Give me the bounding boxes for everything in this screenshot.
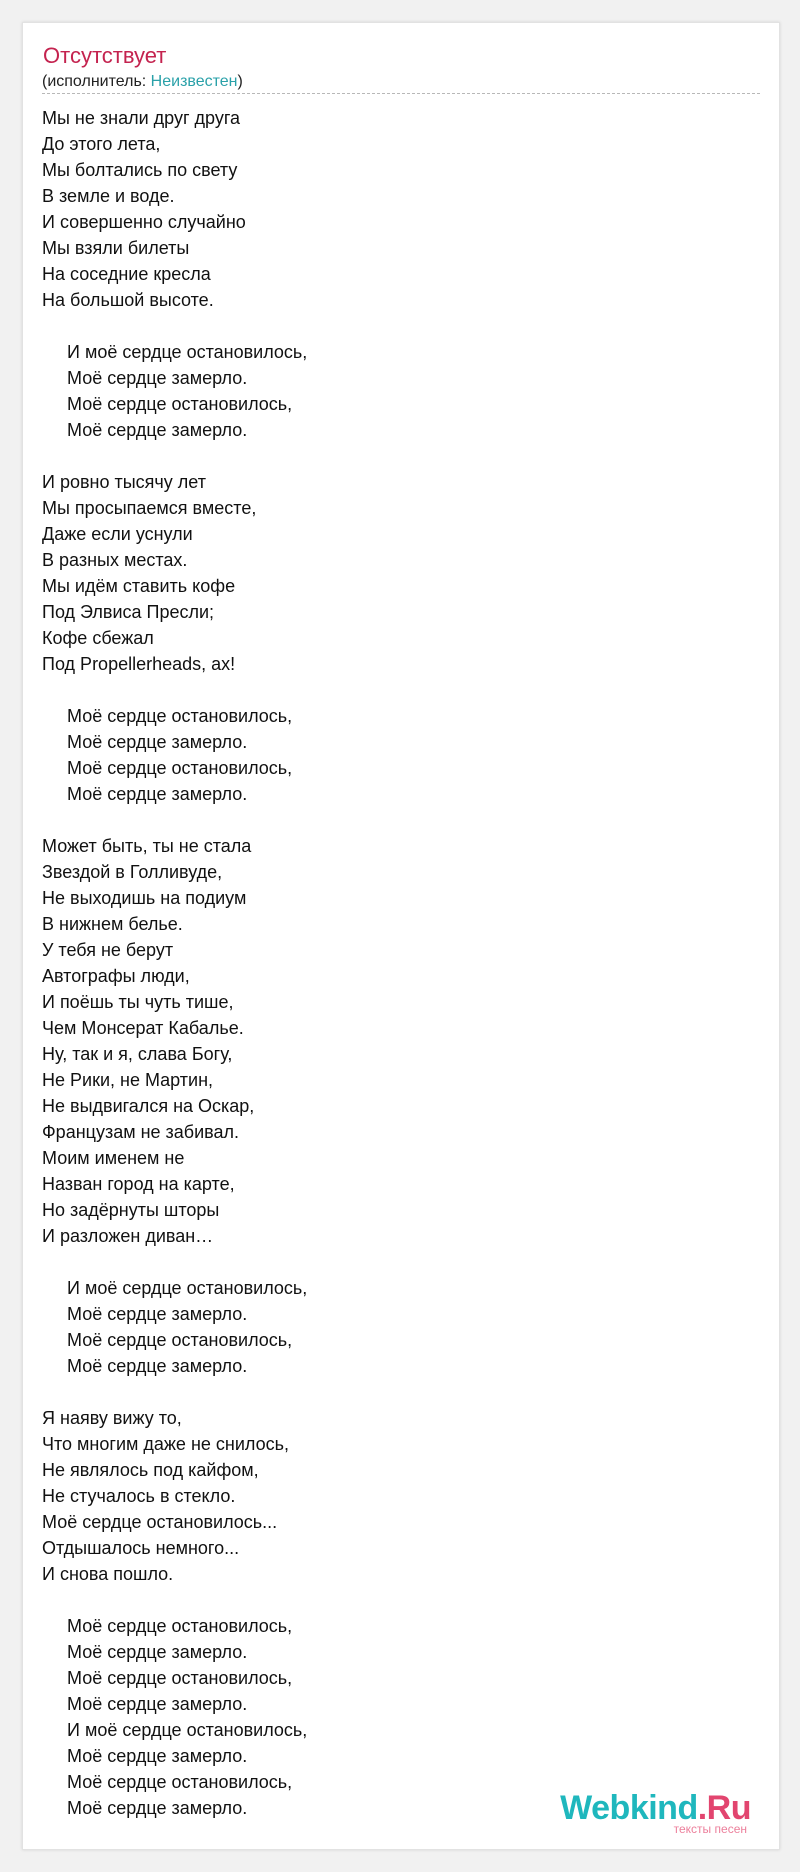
logo-tld-text: .Ru — [697, 1789, 751, 1827]
logo-main-text: Webkind — [560, 1789, 698, 1827]
lyric-line: Мы не знали друг друга — [42, 108, 241, 128]
lyrics-text — [42, 105, 762, 1821]
lyric-line: Моё сердце замерло. — [67, 420, 248, 440]
lyric-line: Я наяву вижу то, — [42, 1408, 182, 1428]
lyric-line: Не стучалось в стекло. — [42, 1486, 236, 1506]
logo-wordmark — [560, 1790, 751, 1826]
lyric-line: Моё сердце замерло. — [67, 1798, 248, 1818]
lyric-line: Мы болтались по свету — [42, 160, 238, 180]
lyric-line: Автографы люди, — [42, 966, 190, 986]
lyric-line: Моё сердце остановилось... — [42, 1512, 278, 1532]
lyric-line: И моё сердце остановилось, — [67, 342, 308, 362]
lyric-line: Отдышалось немного... — [42, 1538, 240, 1558]
lyric-line: В земле и воде. — [42, 186, 175, 206]
lyric-line: И совершенно случайно — [42, 212, 246, 232]
lyric-line: Моё сердце остановилось, — [67, 1668, 293, 1688]
lyric-line: И моё сердце остановилось, — [67, 1278, 308, 1298]
lyric-line: И моё сердце остановилось, — [67, 1720, 308, 1740]
lyric-line: Не Рики, не Мартин, — [42, 1070, 214, 1090]
lyric-line: Не являлось под кайфом, — [42, 1460, 259, 1480]
lyric-line: Моё сердце замерло. — [67, 1304, 248, 1324]
lyric-line: И поёшь ты чуть тише, — [42, 992, 234, 1012]
lyric-line: В нижнем белье. — [42, 914, 183, 934]
lyric-line: У тебя не берут — [42, 940, 174, 960]
lyric-line: В разных местах. — [42, 550, 188, 570]
lyric-blank-line — [42, 443, 762, 469]
lyric-line: Может быть, ты не стала — [42, 836, 252, 856]
lyric-line: Моё сердце остановилось, — [67, 394, 293, 414]
lyric-line: Моё сердце замерло. — [67, 732, 248, 752]
lyric-line: Даже если уснули — [42, 524, 193, 544]
lyric-line: Моё сердце остановилось, — [67, 1772, 293, 1792]
lyric-line: Моё сердце замерло. — [67, 784, 248, 804]
lyric-line: Не выходишь на подиум — [42, 888, 247, 908]
lyric-line: Моё сердце замерло. — [67, 1694, 248, 1714]
lyric-line: До этого лета, — [42, 134, 161, 154]
lyric-line: Мы взяли билеты — [42, 238, 190, 258]
lyric-blank-line — [42, 1379, 762, 1405]
lyric-line: Чем Монсерат Кабалье. — [42, 1018, 244, 1038]
lyric-line: Не выдвигался на Оскар, — [42, 1096, 255, 1116]
lyric-line: Ну, так и я, слава Богу, — [42, 1044, 233, 1064]
lyrics-card — [22, 22, 780, 1850]
artist-suffix: ) — [237, 73, 243, 90]
lyric-line: На большой высоте. — [42, 290, 214, 310]
lyric-blank-line — [42, 313, 762, 339]
header-divider — [42, 93, 760, 94]
lyric-line: Назван город на карте, — [42, 1174, 235, 1194]
logo-tagline: тексты песен — [673, 1822, 747, 1836]
lyric-line: Моё сердце замерло. — [67, 1746, 248, 1766]
lyric-blank-line — [42, 807, 762, 833]
lyric-line: Моё сердце замерло. — [67, 368, 248, 388]
lyric-line: Мы идём ставить кофе — [42, 576, 236, 596]
lyric-line: Моё сердце остановилось, — [67, 758, 293, 778]
lyric-line: И разложен диван… — [42, 1226, 214, 1246]
lyric-line: Моё сердце остановилось, — [67, 1330, 293, 1350]
lyric-line: И снова пошло. — [42, 1564, 174, 1584]
lyric-line: Мы просыпаемся вместе, — [42, 498, 257, 518]
lyric-line: Под Propellerheads, ах! — [42, 654, 236, 674]
artist-prefix: (исполнитель: — [42, 73, 151, 90]
lyric-line: Под Элвиса Пресли; — [42, 602, 215, 622]
artist-link[interactable]: Неизвестен — [150, 73, 238, 90]
artist-line — [42, 73, 243, 91]
lyric-line: Моё сердце остановилось, — [67, 1616, 293, 1636]
lyric-line: Моё сердце замерло. — [67, 1642, 248, 1662]
lyric-line: Моё сердце остановилось, — [67, 706, 293, 726]
lyric-line: Но задёрнуты шторы — [42, 1200, 220, 1220]
lyric-line: Что многим даже не снилось, — [42, 1434, 289, 1454]
song-title: Отсутствует — [43, 43, 167, 68]
lyric-line: Французам не забивал. — [42, 1122, 240, 1142]
lyric-line: Кофе сбежал — [42, 628, 154, 648]
lyric-blank-line — [42, 1249, 762, 1275]
lyric-line: Моё сердце замерло. — [67, 1356, 248, 1376]
lyric-line: На соседние кресла — [42, 264, 211, 284]
lyric-line: И ровно тысячу лет — [42, 472, 206, 492]
lyric-blank-line — [42, 1587, 762, 1613]
lyric-line: Звездой в Голливуде, — [42, 862, 223, 882]
site-logo[interactable] — [560, 1790, 751, 1835]
lyric-line: Моим именем не — [42, 1148, 185, 1168]
lyric-blank-line — [42, 677, 762, 703]
